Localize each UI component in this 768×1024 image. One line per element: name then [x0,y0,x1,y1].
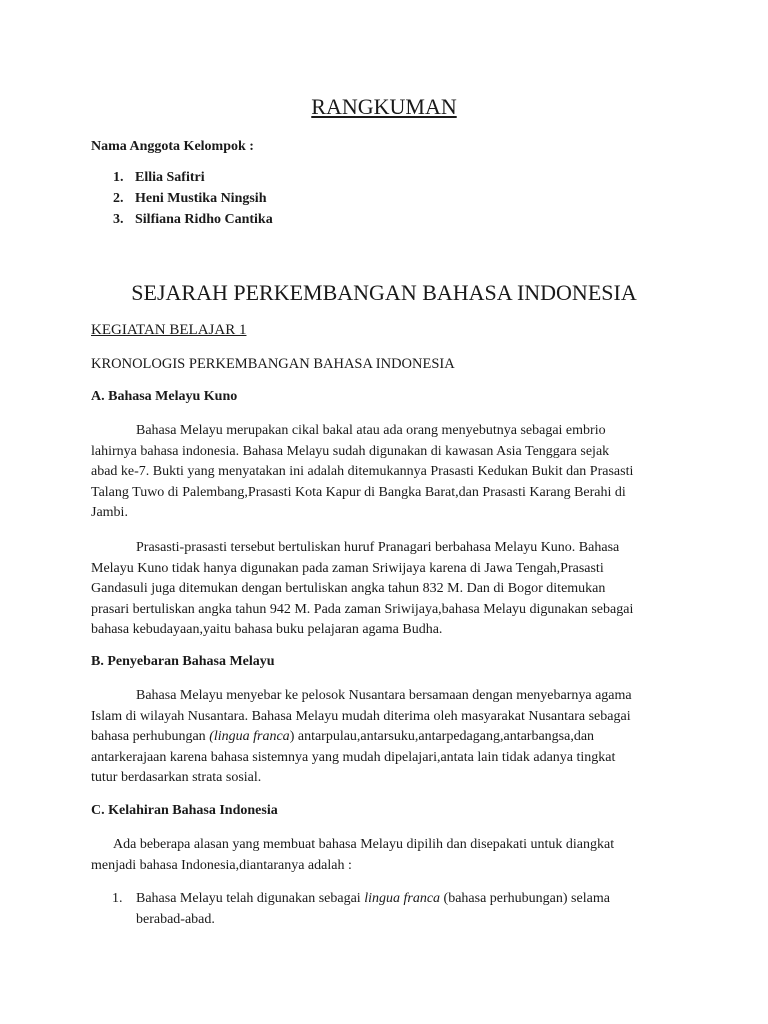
text-line: bahasa kebudayaan,yaitu bahasa buku pelajaran agama Budha. [91,622,443,637]
section-b-paragraph [91,686,681,789]
reason-list-item [112,889,672,930]
members-label: Nama Anggota Kelompok : [91,139,254,154]
text-line: tutur berdasarkan strata sosial. [91,770,262,785]
text-line: Ada beberapa alasan yang membuat bahasa Melayu dipilih dan disepakati untuk diangkat [113,837,615,852]
member-item [113,191,266,207]
text-line: berabad-abad. [136,911,215,927]
text-line: Gandasuli juga ditemukan dengan bertuliskan angka tahun 832 M. Dan di Bogor ditemukan [91,581,606,596]
text-segment: Bahasa Melayu telah digunakan sebagai [136,891,365,906]
page-title: RANGKUMAN [311,94,457,119]
member-number: 1. [113,170,124,185]
text-line: Islam di wilayah Nusantara. Bahasa Melayu mudah diterima oleh masyarakat Nusantara sebagai [91,708,631,724]
kronologis-heading: KRONOLOGIS PERKEMBANGAN BAHASA INDONESIA [91,356,455,372]
text-line: prasari bertuliskan angka tahun 942 M. Pada zaman Sriwijaya,bahasa Melayu digunakan sebagai [91,601,634,617]
text-segment: ) antarpulau,antarsuku,antarpedagang,antarbangsa,dan [289,729,595,744]
text-line: abad ke-7. Bukti yang menyatakan ini adalah ditemukannya Prasasti Kedukan Bukit dan Prasasti [91,464,634,479]
text-segment: bahasa perhubungan [91,729,210,744]
kegiatan-heading: KEGIATAN BELAJAR 1 [91,322,247,338]
text-segment: (bahasa perhubungan) selama [440,891,610,906]
section-c-heading: C. Kelahiran Bahasa Indonesia [91,803,278,818]
text-line: Talang Tuwo di Palembang,Prasasti Kota Kapur di Bangka Barat,dan Prasasti Karang Berahi di [91,484,626,500]
italic-term: lingua franca [364,891,441,906]
member-name: Heni Mustika Ningsih [135,191,267,206]
section-b-heading: B. Penyebaran Bahasa Melayu [91,654,275,669]
member-name: Ellia Safitri [135,170,205,185]
text-line: Melayu Kuno tidak hanya digunakan pada zaman Sriwijaya karena di Jawa Tengah,Prasasti [91,560,604,576]
text-line [112,889,672,910]
text-line: antarkerajaan karena bahasa sistemnya yang mudah dipelajari,antata lain tidak adanya tingkat [91,749,616,765]
member-number: 2. [113,191,124,206]
section-a-heading: A. Bahasa Melayu Kuno [91,389,238,404]
list-number: 1. [112,891,123,906]
text-line: menjadi bahasa Indonesia,diantaranya adalah : [91,857,352,873]
text-line: Prasasti-prasasti tersebut bertuliskan huruf Pranagari berbahasa Melayu Kuno. Bahasa [136,540,620,555]
text-line: Bahasa Melayu merupakan cikal bakal atau ada orang menyebutnya sebagai embrio [136,423,606,438]
member-name: Silfiana Ridho Cantika [135,212,273,227]
member-number: 3. [113,212,124,227]
main-heading: SEJARAH PERKEMBANGAN BAHASA INDONESIA [131,280,637,305]
italic-term: (lingua franca [209,729,290,744]
section-a-paragraph-2 [91,538,681,641]
section-c-intro [91,835,681,876]
member-item [113,212,273,228]
text-line: Jambi. [91,505,128,520]
text-line: lahirnya bahasa indonesia. Bahasa Melayu sudah digunakan di kawasan Asia Tenggara sejak [91,443,610,459]
member-item [113,170,205,186]
text-line [91,727,681,748]
text-line: Bahasa Melayu menyebar ke pelosok Nusantara bersamaan dengan menyebarnya agama [136,688,632,703]
section-a-paragraph-1 [91,421,681,524]
